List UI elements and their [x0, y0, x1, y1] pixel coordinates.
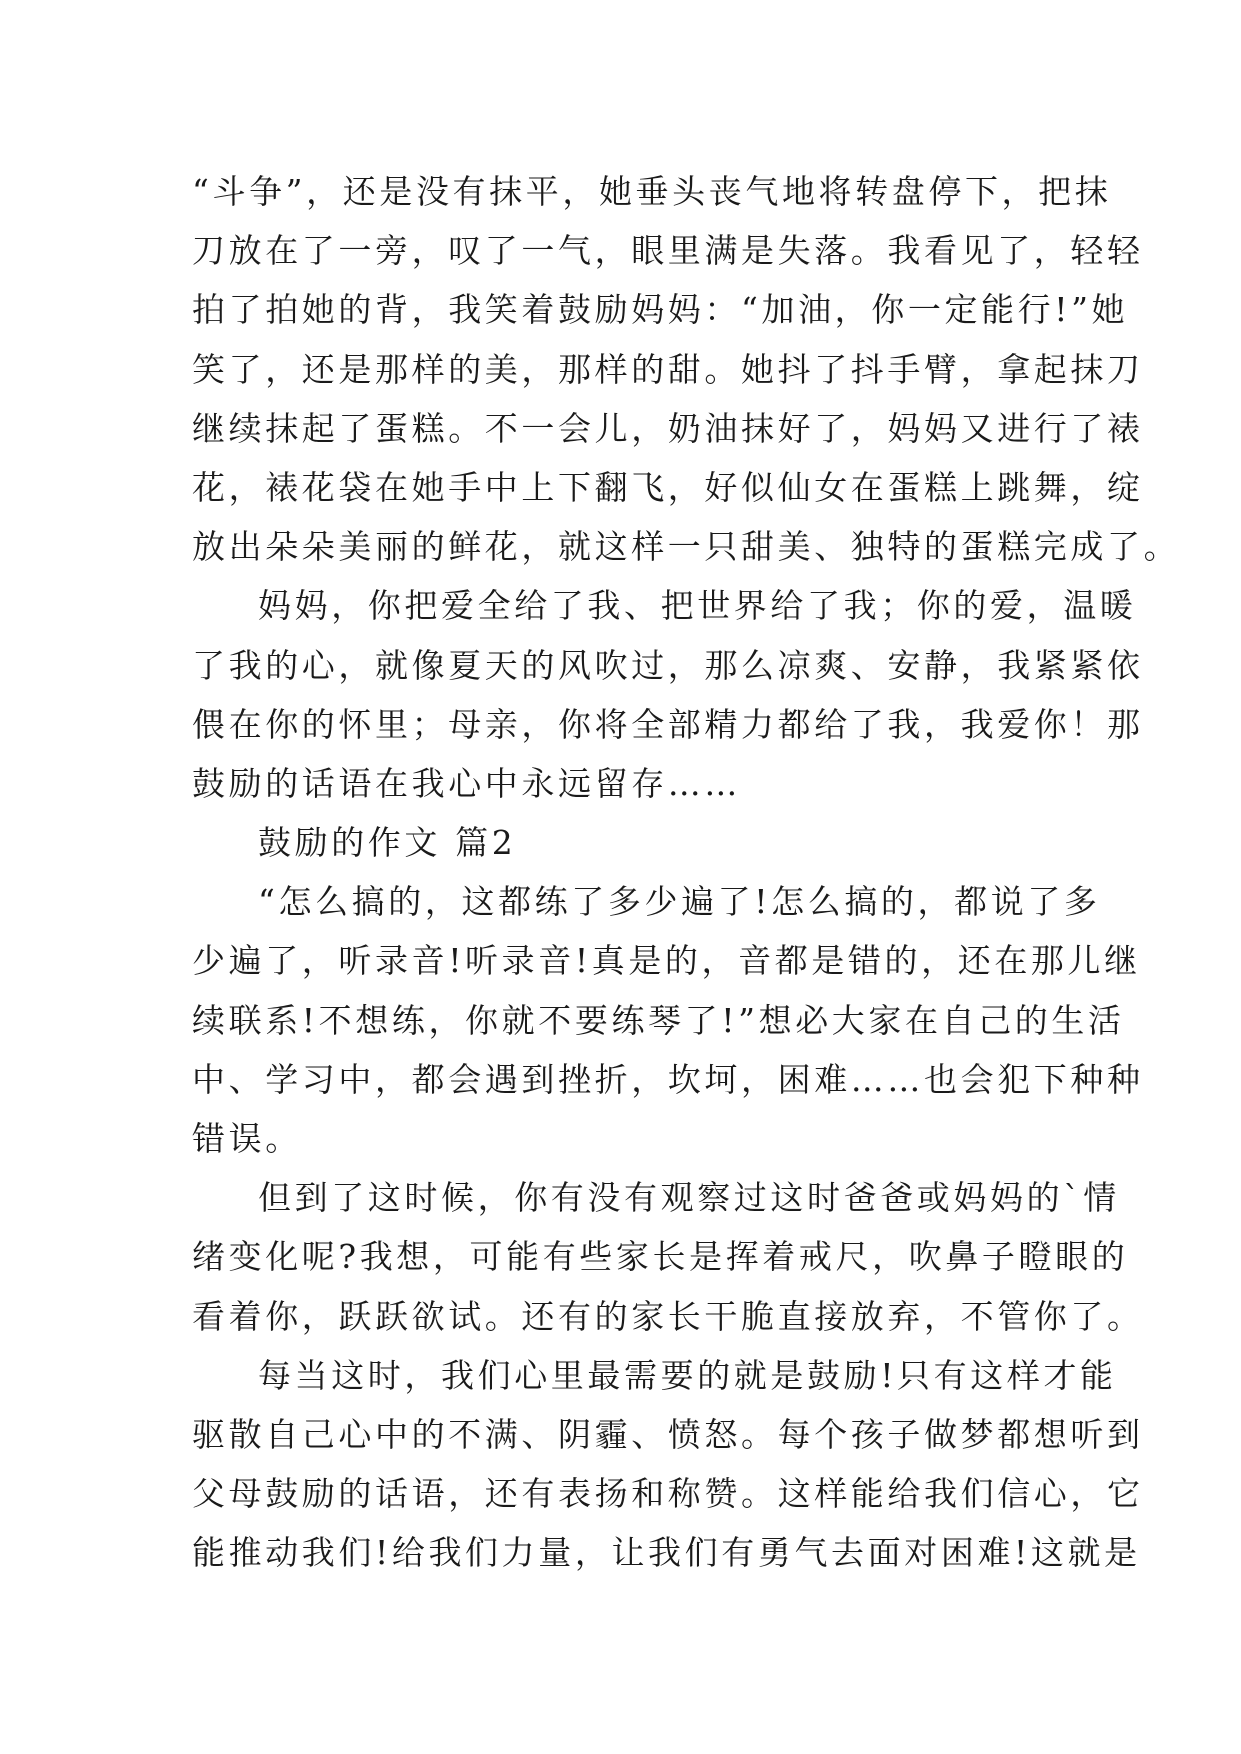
text-line: 花，裱花袋在她手中上下翻飞，好似仙女在蛋糕上跳舞，绽	[192, 467, 1144, 507]
text-line: 驱散自己心中的不满、阴霾、愤怒。每个孩子做梦都想听到	[192, 1414, 1144, 1454]
text-line: 绪变化呢?我想，可能有些家长是挥着戒尺，吹鼻子瞪眼的	[192, 1237, 1129, 1277]
text-line: 中、学习中，都会遇到挫折，坎坷，困难……也会犯下种种	[192, 1059, 1144, 1099]
text-line: 能推动我们!给我们力量，让我们有勇气去面对困难!这就是	[192, 1533, 1141, 1573]
text-line: 拍了拍她的背，我笑着鼓励妈妈：“加油，你一定能行!”她	[192, 290, 1129, 330]
paragraph-start-line: 但到了这时候，你有没有观察过这时爸爸或妈妈的`情	[258, 1178, 1120, 1218]
text-line: 看着你，跃跃欲试。还有的家长干脆直接放弃，不管你了。	[192, 1296, 1144, 1336]
text-line: 笑了，还是那样的美，那样的甜。她抖了抖手臂，拿起抹刀	[192, 349, 1144, 389]
paragraph-start-line: “怎么搞的，这都练了多少遍了!怎么搞的，都说了多	[258, 882, 1101, 922]
text-line: 鼓励的话语在我心中永远留存……	[192, 763, 741, 803]
paragraph-start-line: 每当这时，我们心里最需要的就是鼓励!只有这样才能	[258, 1355, 1117, 1395]
text-line: 偎在你的怀里；母亲，你将全部精力都给了我，我爱你！那	[192, 704, 1144, 744]
text-line: 错误。	[192, 1119, 302, 1158]
text-line: 放出朵朵美丽的鲜花，就这样一只甜美、独特的蛋糕完成了。	[192, 527, 1181, 567]
document-body	[192, 162, 1181, 1583]
text-line: 刀放在了一旁，叹了一气，眼里满是失落。我看见了，轻轻	[192, 231, 1144, 271]
text-line: 父母鼓励的话语，还有表扬和称赞。这样能给我们信心，它	[192, 1474, 1144, 1514]
text-line: 了我的心，就像夏天的风吹过，那么凉爽、安静，我紧紧依	[192, 645, 1144, 685]
paragraph-start-line: 妈妈，你把爱全给了我、把世界给了我；你的爱，温暖	[258, 586, 1137, 626]
text-line: 继续抹起了蛋糕。不一会儿，奶油抹好了，妈妈又进行了裱	[192, 408, 1144, 448]
text-line: “斗争”，还是没有抹平，她垂头丧气地将转盘停下，把抹	[192, 172, 1112, 211]
text-line: 少遍了，听录音!听录音!真是的，音都是错的，还在那儿继	[192, 941, 1141, 981]
text-line: 续联系!不想练，你就不要练琴了!”想必大家在自己的生活	[192, 1000, 1125, 1040]
section-heading: 鼓励的作文 篇2	[258, 823, 517, 863]
